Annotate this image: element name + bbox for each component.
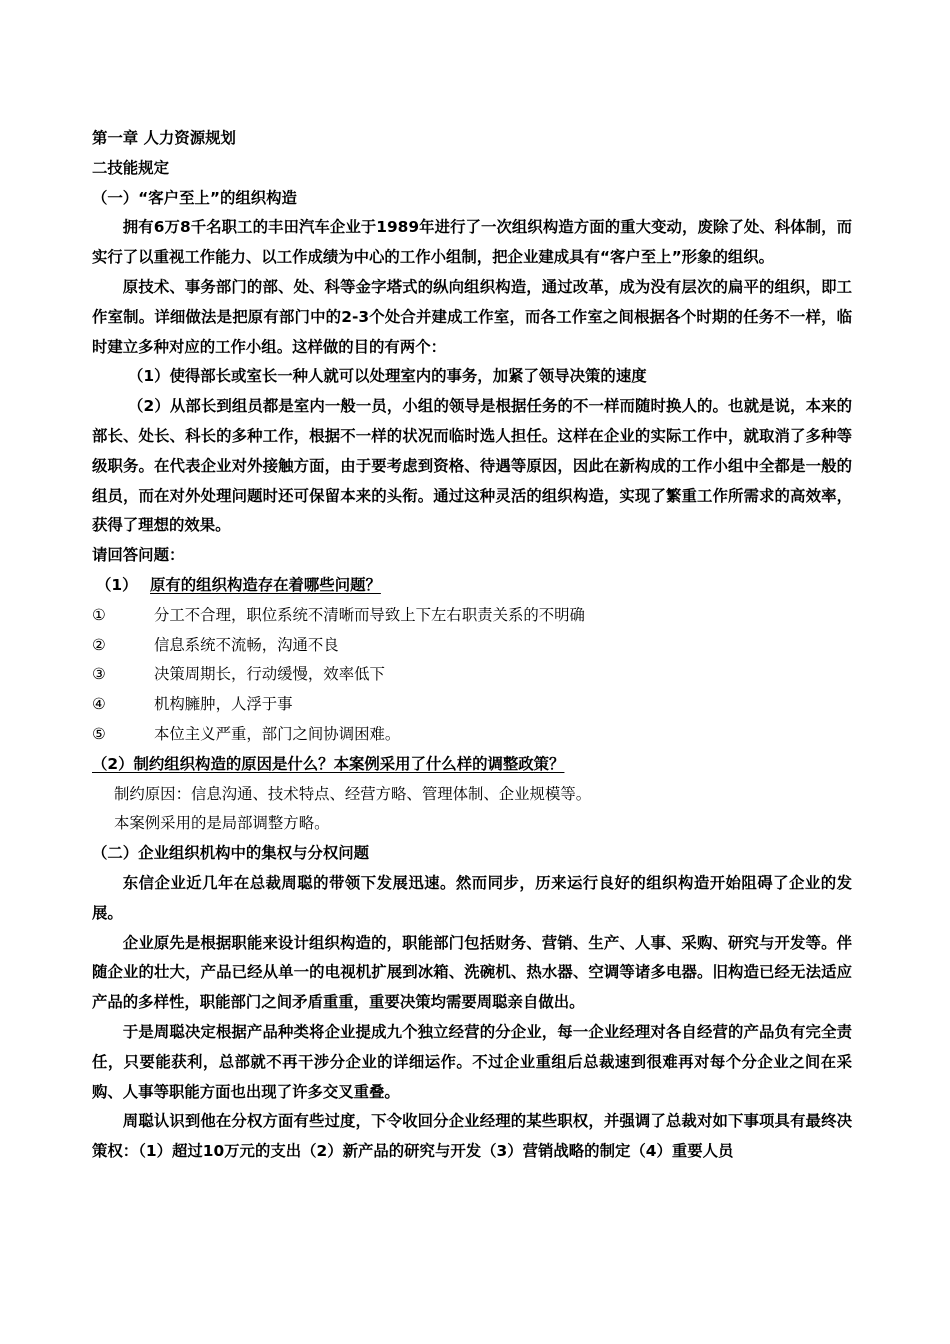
document-page [92, 124, 852, 1167]
case1-paragraph-1: 拥有6万8千名职工的丰田汽车企业于1989年进行了一次组织构造方面的重大变动，废除了处、科体制，而实行了以重视工作能力、以工作成绩为中心的工作小组制，把企业建成具有“客户至上”形象的组织。 [92, 218, 852, 267]
case2-paragraph-4: 周聪认识到他在分权方面有些过度，下令收回分企业经理的某些职权，并强调了总裁对如下事项具有最终决策权：（1）超过10万元的支出（2）新产品的研究与开发（3）营销战略的制定（4）重要人员 [92, 1112, 852, 1161]
case2-heading: （二）企业组织机构中的集权与分权问题 [92, 844, 370, 863]
case2-paragraph-3: 于是周聪决定根据产品种类将企业提成九个独立经营的分企业，每一企业经理对各自经营的产品负有完全责任，只要能获利，总部就不再干涉分企业的详细运作。不过企业重组后总裁速到很难再对每个分企业之间在采购、人事等职能方面也出现了许多交叉重叠。 [92, 1022, 852, 1101]
list-item-mark: ③ [92, 665, 106, 684]
case1-paragraph-2: 原技术、事务部门的部、处、科等金字塔式的纵向组织构造，通过改革，成为没有层次的扁平的组织，即工作室制。详细做法是把原有部门中的2-3个处合并建成工作室，而各工作室之间根据各个时期的任务不一样，临时建立多种对应的工作小组。这样做的目的有两个： [92, 277, 852, 356]
case1-point-2 [92, 392, 852, 541]
list-item [92, 601, 852, 631]
answer-list [92, 601, 852, 750]
question-2-text: （2）制约组织构造的原因是什么？本案例采用了什么样的调整政策？ [92, 754, 565, 773]
case2-paragraph-2: 企业原先是根据职能来设计组织构造的，职能部门包括财务、营销、生产、人事、采购、研究与开发等。伴随企业的壮大，产品已经从单一的电视机扩展到冰箱、洗碗机、热水器、空调等诸多电器。旧构造已经无法适应产品的多样性，职能部门之间矛盾重重，重要决策均需要周聪亲自做出。 [92, 933, 852, 1012]
chapter-title: 第一章 人力资源规划 [92, 129, 236, 147]
list-item [92, 631, 852, 661]
list-item-text: 分工不合理，职位系统不清晰而导致上下左右职责关系的不明确 [154, 605, 585, 624]
question-2-answer-1: 制约原因：信息沟通、技术特点、经营方略、管理体制、企业规模等。 [114, 784, 592, 803]
question-prompt: 请回答问题： [92, 546, 185, 565]
list-item-mark: ① [92, 605, 106, 624]
list-item-text: 本位主义严重，部门之间协调困难。 [154, 724, 401, 743]
question-1 [92, 571, 852, 601]
question-2-answer-2: 本案例采用的是局部调整方略。 [114, 814, 330, 833]
case1-point-2-text: （2）从部长到组员都是室内一般一员，小组的领导是根据任务的不一样而随时换人的。也就是说，本来的部长、处长、科长的多种工作，根据不一样的状况而临时选人担任。这样在企业的实际工作中，就取消了多种等级职务。在代表企业对外接触方面，由于要考虑到资格、待遇等原因，因此在新构成的工作小组中全都是一般的组员，而在对外处理问题时还可保留本来的头衔。通过这种灵活的组织构造，实现了繁重工作所需求的高效率，获得了理想的效果。 [92, 397, 852, 535]
section-title: 二技能规定 [92, 158, 169, 177]
list-item-mark: ④ [92, 695, 106, 714]
case1-heading: （一）“客户至上”的组织构造 [92, 188, 297, 207]
list-item [92, 660, 852, 690]
question-1-mark: （1） [96, 575, 138, 594]
list-item [92, 690, 852, 720]
case2-paragraph-1: 东信企业近几年在总裁周聪的带领下发展迅速。然而同步，历来运行良好的组织构造开始阻碍了企业的发展。 [92, 873, 852, 922]
list-item-text: 信息系统不流畅，沟通不良 [154, 635, 339, 654]
case1-point-1: （1）使得部长或室长一种人就可以处理室内的事务，加紧了领导决策的速度 [128, 367, 647, 386]
list-item-mark: ② [92, 635, 106, 654]
question-2 [92, 750, 852, 780]
list-item-mark: ⑤ [92, 724, 106, 743]
list-item [92, 720, 852, 750]
list-item-text: 机构臃肿，人浮于事 [154, 695, 293, 714]
question-1-text: 原有的组织构造存在着哪些问题？ [150, 575, 381, 594]
list-item-text: 决策周期长，行动缓慢，效率低下 [154, 665, 385, 684]
